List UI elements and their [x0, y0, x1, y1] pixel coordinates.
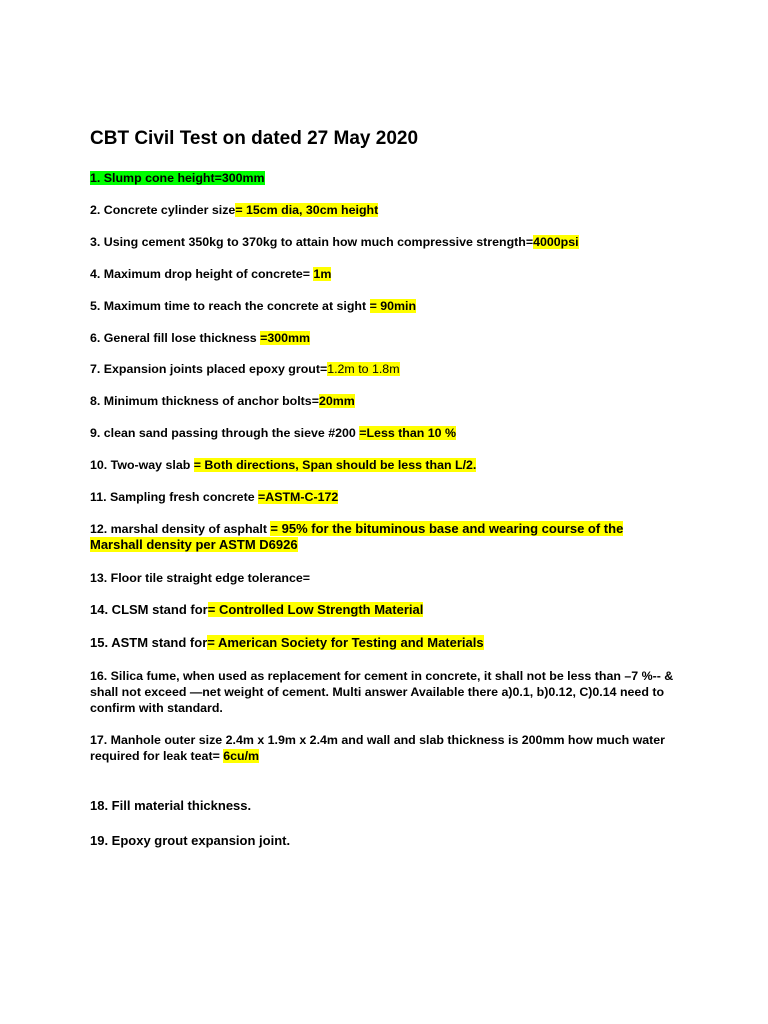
question-text-8: 8. Minimum thickness of anchor bolts= — [90, 394, 319, 408]
question-text-18: 18. Fill material thickness. — [90, 798, 252, 813]
question-text-16: 16. Silica fume, when used as replacement for cement in concrete, it shall not be less than –7 %-- & shall not exceed —net weight of cement. Multi answer Available there a)0.1, b)0.12, C)0.14 need to confirm with standard. — [90, 669, 674, 715]
question-4 — [90, 266, 678, 282]
question-10 — [90, 457, 678, 473]
answer-11: =ASTM-C-172 — [258, 490, 339, 504]
question-text-4: 4. Maximum drop height of concrete= — [90, 267, 314, 281]
answer-17: 6cu/m — [223, 749, 260, 763]
question-1 — [90, 170, 678, 186]
question-14 — [90, 602, 678, 618]
question-3 — [90, 234, 678, 250]
question-text-14: 14. CLSM stand for — [90, 602, 208, 617]
answer-14: = Controlled Low Strength Material — [207, 602, 424, 617]
question-2 — [90, 202, 678, 218]
question-8 — [90, 393, 678, 409]
answer-3: 4000psi — [533, 235, 579, 249]
question-text-2: 2. Concrete cylinder size — [90, 203, 236, 217]
question-text-11: 11. Sampling fresh concrete — [90, 490, 259, 504]
answer-1: 1. Slump cone height=300mm — [90, 171, 265, 185]
question-text-17: 17. Manhole outer size 2.4m x 1.9m x 2.4m and wall and slab thickness is 200mm how much water required for leak teat= — [90, 733, 666, 763]
answer-12: = 95% for the bituminous base and wearing course of the Marshall density per ASTM D6926 — [90, 521, 624, 552]
answer-4: 1m — [313, 267, 332, 281]
question-17 — [90, 732, 678, 764]
document-title: CBT Civil Test on dated 27 May 2020 — [90, 128, 419, 149]
answer-15: = American Society for Testing and Materials — [207, 635, 484, 650]
question-6 — [90, 330, 678, 346]
question-7 — [90, 361, 678, 377]
question-5 — [90, 298, 678, 314]
question-text-5: 5. Maximum time to reach the concrete at sight — [90, 299, 370, 313]
answer-6: =300mm — [260, 331, 311, 345]
answer-7: 1.2m to 1.8m — [327, 362, 400, 376]
question-11 — [90, 489, 678, 505]
question-18 — [90, 798, 678, 814]
question-16 — [90, 668, 678, 716]
question-13 — [90, 570, 678, 586]
question-15 — [90, 635, 678, 651]
answer-9: =Less than 10 % — [359, 426, 457, 440]
question-text-15: 15. ASTM stand for — [90, 635, 208, 650]
question-text-19: 19. Epoxy grout expansion joint. — [90, 833, 291, 848]
question-12 — [90, 521, 678, 553]
question-text-10: 10. Two-way slab — [90, 458, 194, 472]
question-text-3: 3. Using cement 350kg to 370kg to attain how much compressive strength= — [90, 235, 534, 249]
question-text-12: 12. marshal density of asphalt — [90, 522, 271, 536]
question-text-7: 7. Expansion joints placed epoxy grout= — [90, 362, 328, 376]
question-text-13: 13. Floor tile straight edge tolerance= — [90, 571, 310, 585]
question-9 — [90, 425, 678, 441]
question-text-9: 9. clean sand passing through the sieve #200 — [90, 426, 360, 440]
question-19 — [90, 833, 678, 849]
question-text-6: 6. General fill lose thickness — [90, 331, 261, 345]
answer-8: 20mm — [318, 394, 355, 408]
answer-5: = 90min — [369, 299, 417, 313]
answer-2: = 15cm dia, 30cm height — [235, 203, 379, 217]
answer-10: = Both directions, Span should be less than L/2. — [193, 458, 477, 472]
